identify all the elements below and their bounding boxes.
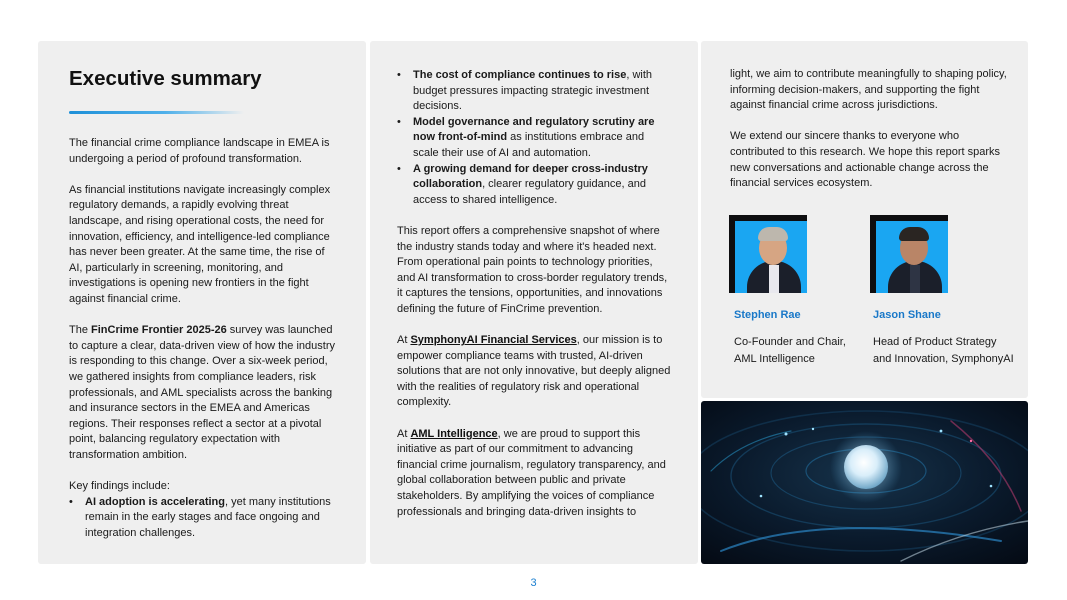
key-findings-label: Key findings include: [69,480,170,493]
list-item: • AI adoption is accelerating, yet many institutions remain in the early stages and face ongoing and integration challenges. [69,495,331,539]
bullet-icon: • [397,69,401,81]
author-role: Co-Founder and Chair, AML Intelligence [734,336,846,365]
symphonyai-link[interactable]: SymphonyAI Financial Services [410,334,577,347]
bullet-icon: • [69,495,73,508]
author-name: Jason Shane [873,309,941,321]
author-photo [870,215,948,293]
report-overview-panel [370,41,698,564]
intro-paragraph: The financial crime compliance landscape in EMEA is undergoing a period of profound transformation. [69,137,330,165]
key-findings-list-continued [397,68,671,208]
aml-paragraph: At AML Intelligence, we are proud to support this initiative as part of our commitment to advancing financial crime journalism, regulatory transparency, and global collaboration between public and private stakeholders. By amplifying the voices of compliance professionals and bringing data-driven insights to [397,427,666,518]
list-item: • A growing demand for deeper cross-industry collaboration, clearer regulatory guidance, and access to shared intelligence. [397,162,648,206]
column2-body [397,68,671,520]
author-photo [729,215,807,293]
author-role: Head of Product Strategy and Innovation, SymphonyAI [873,336,1014,365]
bullet-icon: • [397,162,401,175]
closing-panel [701,41,1028,398]
report-paragraph: This report offers a comprehensive snapshot of where the industry stands today and where it's headed next. From operational pain points to technology priorities, and AI transformation to cross-border regulatory trends, it captures the tensions, opportunities, and innovations defining the future of FinCrime prevention. [397,224,668,315]
page-number: 3 [530,577,537,589]
column3-body [730,67,1014,192]
aml-intelligence-link[interactable]: AML Intelligence [410,427,498,440]
thanks-paragraph: We extend our sincere thanks to everyone who contributed to this research. We hope this report sparks new conversations and actionable change across the financial services ecosystem. [730,130,1001,190]
context-paragraph: As financial institutions navigate increasingly complex regulatory demands, a rapidly evolving threat landscape, and rising operational costs, the need for innovation, efficiency, and intelligence-led compliance has never been greater. At the same time, the rise of AI, particularly in screening, monitoring, and investigations is opening new frontiers in the fight against financial crime. [69,183,331,305]
authors [729,215,1029,385]
executive-summary-panel [38,41,366,564]
page-title: Executive summary [69,67,262,90]
title-accent-rule [69,111,244,114]
continued-paragraph: light, we aim to contribute meaningfully to shaping policy, informing decision-makers, and supporting the fight against financial crime across jurisdictions. [730,68,1007,112]
survey-paragraph: The FinCrime Frontier 2025-26 survey was launched to capture a clear, data-driven view of how the industry is responding to this change. Over a six-week period, we gathered insights from compliance leaders, risk professionals, and AML specialists across the banking and insurance sectors in the EMEA and Americas regions. Their responses reflect a sector at a pivotal point, balancing regulatory expectation with transformation ambition. [69,324,335,461]
author-card [870,215,1020,368]
bullet-icon: • [397,115,401,128]
glowing-sphere-image [701,401,1028,564]
column1-body [69,136,335,541]
list-item: • The cost of compliance continues to rise, with budget pressures impacting strategic investment decisions. [397,69,653,113]
survey-name: FinCrime Frontier 2025-26 [91,324,227,337]
author-name: Stephen Rae [734,309,801,321]
list-item: • Model governance and regulatory scrutiny are now front-of-mind as institutions embrace and scale their use of AI and automation. [397,115,655,159]
author-card [729,215,879,368]
key-findings-list [69,495,335,542]
symphony-paragraph: At SymphonyAI Financial Services, our mission is to empower compliance teams with trusted, AI-driven solutions that are not only innovative, but deeply aligned with the realities of regulatory risk and operational complexity. [397,334,671,409]
